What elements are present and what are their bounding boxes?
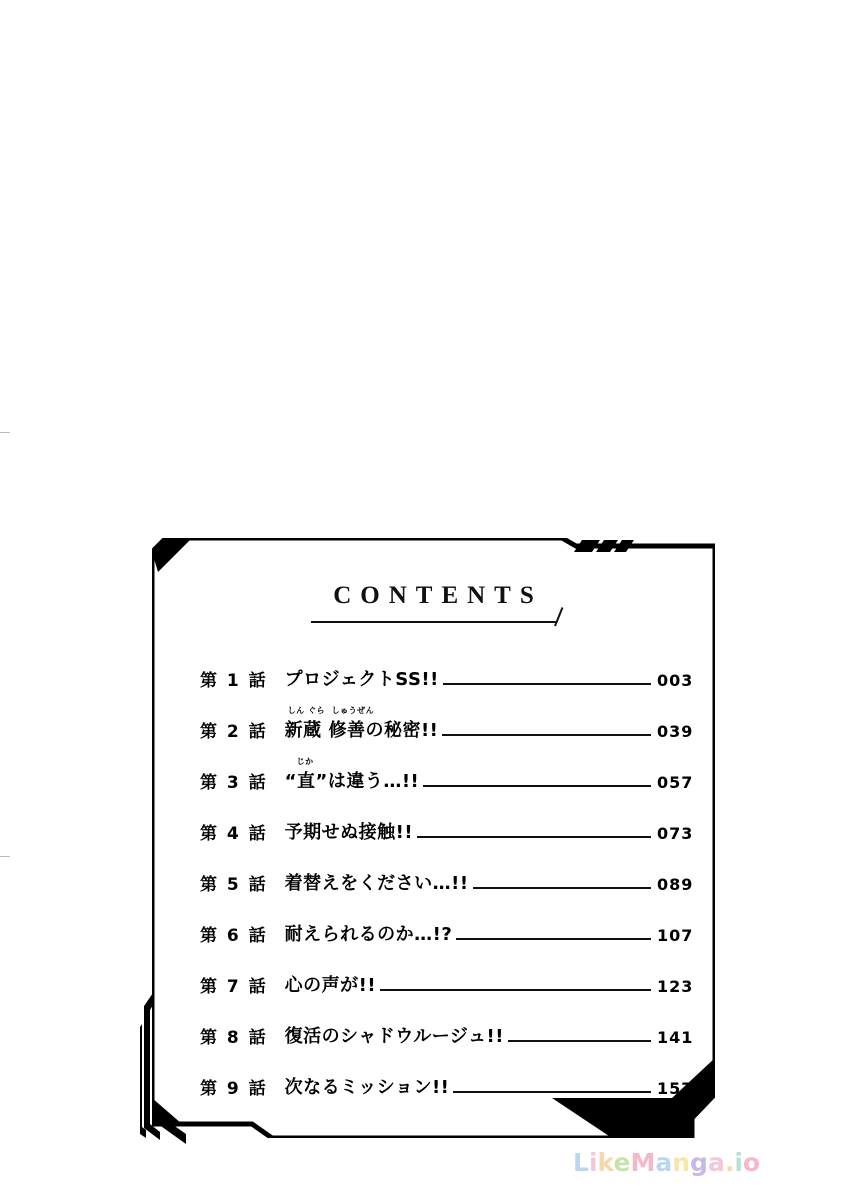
toc-page-number: 123: [657, 977, 694, 996]
title-underline: [311, 621, 557, 623]
toc-entry-title: 心の声が!!: [284, 975, 377, 996]
toc-title-wrap: [285, 818, 413, 846]
toc-entry-title: “直”は違う…!!: [284, 771, 420, 792]
watermark-letter: k: [597, 1148, 614, 1177]
toc-chapter-number: 第 8 話: [200, 1028, 268, 1048]
toc-entry-title: 新蔵 修善の秘密!!: [284, 720, 439, 741]
toc-leader-line: [423, 785, 651, 787]
toc-chapter-number: 第 1 話: [200, 671, 268, 691]
toc-leader-line: [443, 683, 651, 685]
watermark-letter: i: [588, 1148, 598, 1177]
toc-page-number: 003: [657, 671, 694, 690]
watermark-letter: L: [573, 1148, 589, 1177]
toc-leader-line: [456, 938, 651, 940]
toc-entry[interactable]: [200, 948, 693, 999]
toc-entry[interactable]: [200, 1050, 693, 1101]
toc-entry[interactable]: [200, 897, 693, 948]
page-title: CONTENTS: [333, 582, 543, 609]
toc-title-wrap: [285, 869, 469, 897]
toc-title-wrap: [285, 971, 376, 999]
toc-title-wrap: [285, 665, 439, 693]
toc-leader-line: [508, 1040, 651, 1042]
toc-page-number: 073: [657, 824, 694, 843]
toc-chapter-number: 第 4 話: [200, 824, 268, 844]
watermark-letter: o: [742, 1148, 761, 1177]
toc-title-ruby: しゅうぜん: [331, 706, 375, 715]
toc-title-wrap: [285, 1022, 504, 1050]
toc-chapter-number: 第 9 話: [200, 1079, 268, 1099]
toc-chapter-number: 第 2 話: [200, 722, 268, 742]
toc-page-number: 141: [657, 1028, 694, 1047]
toc-entry-title: 着替えをください…!!: [284, 873, 469, 894]
toc-page-number: 107: [657, 926, 694, 945]
toc-page-number: 057: [657, 773, 694, 792]
site-watermark: [573, 1148, 760, 1177]
toc-chapter-number: 第 3 話: [200, 773, 268, 793]
toc-title-wrap: [284, 706, 439, 744]
toc-chapter-number: 第 7 話: [200, 977, 268, 997]
toc-chapter-number: 第 5 話: [200, 875, 268, 895]
toc-page-number: 157: [657, 1079, 694, 1098]
contents-panel: [152, 538, 715, 1138]
toc-entry-title: 耐えられるのか…!?: [284, 924, 453, 945]
toc-entry[interactable]: [200, 693, 693, 744]
toc-page-number: 089: [657, 875, 694, 894]
page-edge-mark-top: [0, 432, 10, 433]
watermark-letter: .: [724, 1148, 735, 1177]
toc-entry-title: 予期せぬ接触!!: [284, 822, 414, 843]
toc-leader-line: [453, 1091, 651, 1093]
watermark-letter: i: [734, 1148, 743, 1177]
watermark-letter: g: [690, 1148, 708, 1177]
toc-title-wrap: [284, 757, 420, 795]
toc-entry[interactable]: [200, 999, 693, 1050]
toc-title-ruby: じか: [296, 757, 314, 766]
toc-title-ruby: しん ぐら: [287, 706, 325, 715]
toc-title-wrap: [285, 1073, 450, 1101]
toc-entry[interactable]: [200, 744, 693, 795]
watermark-letter: a: [655, 1148, 673, 1177]
watermark-letter: e: [613, 1148, 631, 1177]
toc-leader-line: [473, 887, 651, 889]
watermark-letter: n: [672, 1148, 691, 1177]
toc-page-number: 039: [657, 722, 694, 741]
toc-entry-title: プロジェクトSS!!: [284, 669, 439, 690]
toc-entry-title: 復活のシャドウルージュ!!: [284, 1026, 504, 1047]
toc-title-wrap: [285, 920, 453, 948]
watermark-letter: M: [630, 1148, 656, 1177]
watermark-letter: a: [707, 1148, 725, 1177]
page-edge-mark-bottom: [0, 856, 10, 857]
toc-entry[interactable]: [200, 795, 693, 846]
toc-entry[interactable]: [200, 642, 693, 693]
toc-entry-title: 次なるミッション!!: [284, 1077, 450, 1098]
toc-entry[interactable]: [200, 846, 693, 897]
toc-leader-line: [417, 836, 651, 838]
table-of-contents-list: [200, 642, 693, 1101]
toc-leader-line: [380, 989, 651, 991]
toc-leader-line: [442, 734, 651, 736]
toc-chapter-number: 第 6 話: [200, 926, 268, 946]
